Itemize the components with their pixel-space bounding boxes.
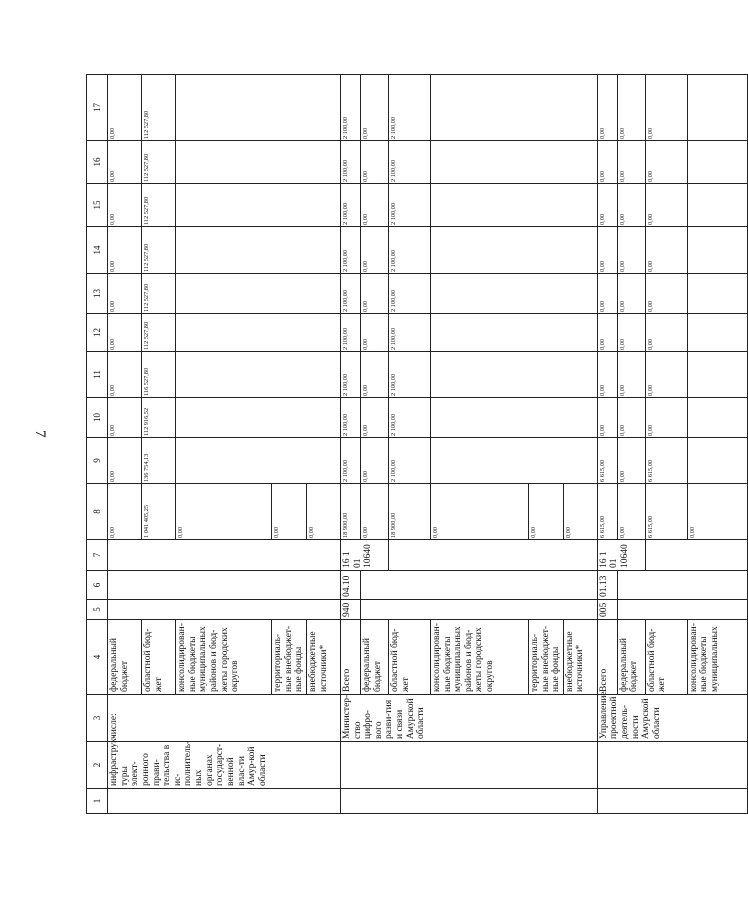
year-cell: 0,00 [360,274,388,314]
code-cell: 16 1 01 10640 [340,540,388,571]
year-cell: 116 527,80 [142,352,176,398]
year-cell: 0,00 [360,141,388,184]
year-cell [430,184,597,227]
year-cell: 2 100,00 [340,398,360,438]
executor-cell: Министер-ство цифро-вого разви-тия и связи Амурской области [340,695,597,742]
header-cell: 5 [87,600,108,620]
year-cell [176,438,341,484]
year-cell: 0,00 [108,274,142,314]
year-cell: 0,00 [617,352,645,398]
year-cell [176,274,341,314]
year-cell: 0,00 [597,398,617,438]
table-row [108,75,142,814]
total-cell: 0,00 [360,484,388,540]
year-cell [176,314,341,352]
year-cell: 112 527,80 [142,141,176,184]
header-cell: 11 [87,352,108,398]
year-cell: 0,00 [617,184,645,227]
year-cell: 112 916,52 [142,398,176,438]
year-cell: 2 100,00 [388,75,430,141]
source-cell: федеральный бюджет [108,620,142,695]
source-cell: Всего [340,620,360,695]
code-cell [360,600,597,620]
page-number: 7 [32,430,48,438]
code-cell: 940 [340,600,360,620]
total-cell: 6 615,00 [645,484,687,540]
source-cell: консолидирован-ные бюджеты муниципальных районов и бюд-жеты городских округов [176,620,272,695]
year-cell: 0,00 [645,227,687,274]
total-cell: 1 041 405,25 [142,484,176,540]
total-cell: 18 900,00 [340,484,360,540]
year-cell [176,184,341,227]
header-cell: 4 [87,620,108,695]
year-cell: 0,00 [597,75,617,141]
total-cell: 0,00 [306,484,340,540]
year-cell [430,314,597,352]
year-cell: 0,00 [360,398,388,438]
year-cell [176,352,341,398]
year-cell: 0,00 [617,314,645,352]
year-cell: 0,00 [360,184,388,227]
header-cell: 3 [87,695,108,742]
source-cell: областной бюд-жет [388,620,430,695]
year-cell: 0,00 [645,352,687,398]
year-cell [430,75,597,141]
header-cell: 1 [87,789,108,814]
table-row [340,75,360,814]
year-cell: 0,00 [108,398,142,438]
year-cell [430,352,597,398]
year-cell: 0,00 [645,274,687,314]
year-cell: 0,00 [597,141,617,184]
header-cell: 16 [87,141,108,184]
year-cell: 0,00 [617,75,645,141]
year-cell: 0,00 [645,314,687,352]
code-cell [617,571,747,600]
total-cell: 0,00 [272,484,307,540]
source-cell: внебюджетные источники* [306,620,340,695]
year-cell [176,398,341,438]
year-cell: 2 100,00 [340,141,360,184]
year-cell: 112 527,80 [142,75,176,141]
year-cell: 2 100,00 [340,184,360,227]
year-cell [430,438,597,484]
year-cell [176,227,341,274]
year-cell: 0,00 [108,227,142,274]
year-cell [430,141,597,184]
year-cell: 0,00 [597,184,617,227]
year-cell: 2 100,00 [340,227,360,274]
header-cell: 8 [87,484,108,540]
header-cell: 14 [87,227,108,274]
source-cell: Всего [597,620,617,695]
source-cell: консолидирован-ные бюджеты муниципальных районов и бюд-жеты городских округов [430,620,528,695]
year-cell: 6 615,00 [645,438,687,484]
year-cell [687,274,747,314]
year-cell: 0,00 [360,438,388,484]
total-cell: 0,00 [108,484,142,540]
header-cell: 2 [87,742,108,789]
source-cell: областной бюд-жет [142,620,176,695]
year-cell: 0,00 [360,75,388,141]
header-cell: 13 [87,274,108,314]
header-cell: 15 [87,184,108,227]
header-cell: 9 [87,438,108,484]
year-cell: 112 527,80 [142,227,176,274]
table-body [87,75,748,814]
total-cell: 6 615,00 [597,484,617,540]
year-cell: 0,00 [360,314,388,352]
year-cell: 0,00 [108,141,142,184]
year-cell [687,184,747,227]
year-cell [687,75,747,141]
program-cell [597,742,747,789]
year-cell [687,141,747,184]
year-cell: 0,00 [617,227,645,274]
year-cell: 2 100,00 [388,141,430,184]
code-cell [360,571,597,600]
code-cell: 01.13 [597,571,617,600]
year-cell [176,141,341,184]
year-cell [687,438,747,484]
year-cell [687,227,747,274]
header-cell: 12 [87,314,108,352]
program-cell [340,742,597,789]
year-cell: 0,00 [108,314,142,352]
year-cell: 0,00 [360,227,388,274]
source-cell: федеральный бюджет [617,620,645,695]
code-cell: 04.10 [340,571,360,600]
year-cell: 0,00 [617,438,645,484]
year-cell: 0,00 [597,274,617,314]
total-cell: 0,00 [563,484,597,540]
year-cell [687,352,747,398]
year-cell: 2 100,00 [388,184,430,227]
year-cell: 2 100,00 [340,438,360,484]
header-row [87,75,108,814]
year-cell: 2 100,00 [388,314,430,352]
index-cell [597,789,747,814]
source-cell: консолидирован-ные бюджеты муниципальных [687,620,747,695]
executor-cell: числе: [108,695,341,742]
year-cell: 2 100,00 [340,314,360,352]
year-cell: 2 100,00 [388,352,430,398]
year-cell [176,75,341,141]
year-cell [687,314,747,352]
code-cell [388,540,597,571]
year-cell: 0,00 [108,75,142,141]
executor-cell: Управление проектной деятель-ности Амурской области [597,695,747,742]
source-cell: федеральный бюджет [360,620,388,695]
year-cell: 112 527,80 [142,184,176,227]
total-cell: 0,00 [176,484,272,540]
budget-table [86,74,748,814]
year-cell: 0,00 [597,227,617,274]
year-cell: 2 100,00 [388,438,430,484]
year-cell [687,398,747,438]
source-cell: территориаль-ные внебюджет-ные фонды [272,620,307,695]
total-cell: 18 900,00 [388,484,430,540]
year-cell: 0,00 [360,352,388,398]
source-cell: территориаль-ные внебюджет-ные фонды [528,620,563,695]
year-cell [430,227,597,274]
year-cell: 0,00 [108,184,142,227]
year-cell: 2 100,00 [388,398,430,438]
total-cell: 0,00 [528,484,563,540]
year-cell: 0,00 [597,314,617,352]
table-row [597,75,617,814]
year-cell: 2 100,00 [388,274,430,314]
source-cell: областной бюд-жет [645,620,687,695]
year-cell: 112 527,80 [142,314,176,352]
year-cell: 0,00 [645,75,687,141]
year-cell: 0,00 [645,141,687,184]
year-cell: 0,00 [617,141,645,184]
year-cell: 2 100,00 [340,75,360,141]
year-cell: 6 615,00 [597,438,617,484]
year-cell: 0,00 [108,352,142,398]
total-cell: 0,00 [687,484,747,540]
code-cell: 16 1 01 10640 [597,540,645,571]
header-cell: 6 [87,571,108,600]
index-cell [108,789,341,814]
year-cell: 0,00 [617,274,645,314]
header-cell: 7 [87,540,108,571]
header-cell: 10 [87,398,108,438]
year-cell [430,274,597,314]
code-cell: 005 [597,600,617,620]
year-cell: 0,00 [617,398,645,438]
year-cell: 0,00 [645,398,687,438]
year-cell: 2 100,00 [388,227,430,274]
year-cell: 0,00 [108,438,142,484]
header-cell: 17 [87,75,108,141]
program-cell: инфраструк-туры элект-ронного прави-тельства в ис-полнитель-ных органах государст-венной влас-ти Амур-кой области [108,742,341,789]
index-cell [340,789,597,814]
year-cell: 136 754,13 [142,438,176,484]
total-cell: 0,00 [430,484,528,540]
year-cell: 0,00 [645,184,687,227]
code-cell [645,540,747,571]
year-cell: 112 527,80 [142,274,176,314]
code-cell [617,600,747,620]
year-cell: 2 100,00 [340,274,360,314]
year-cell: 2 100,00 [340,352,360,398]
code-cell [108,600,341,620]
rotated-table-wrapper [86,75,720,814]
year-cell [430,398,597,438]
code-cell [108,540,341,571]
code-cell [108,571,341,600]
year-cell: 0,00 [597,352,617,398]
source-cell: внебюджетные источники* [563,620,597,695]
total-cell: 0,00 [617,484,645,540]
